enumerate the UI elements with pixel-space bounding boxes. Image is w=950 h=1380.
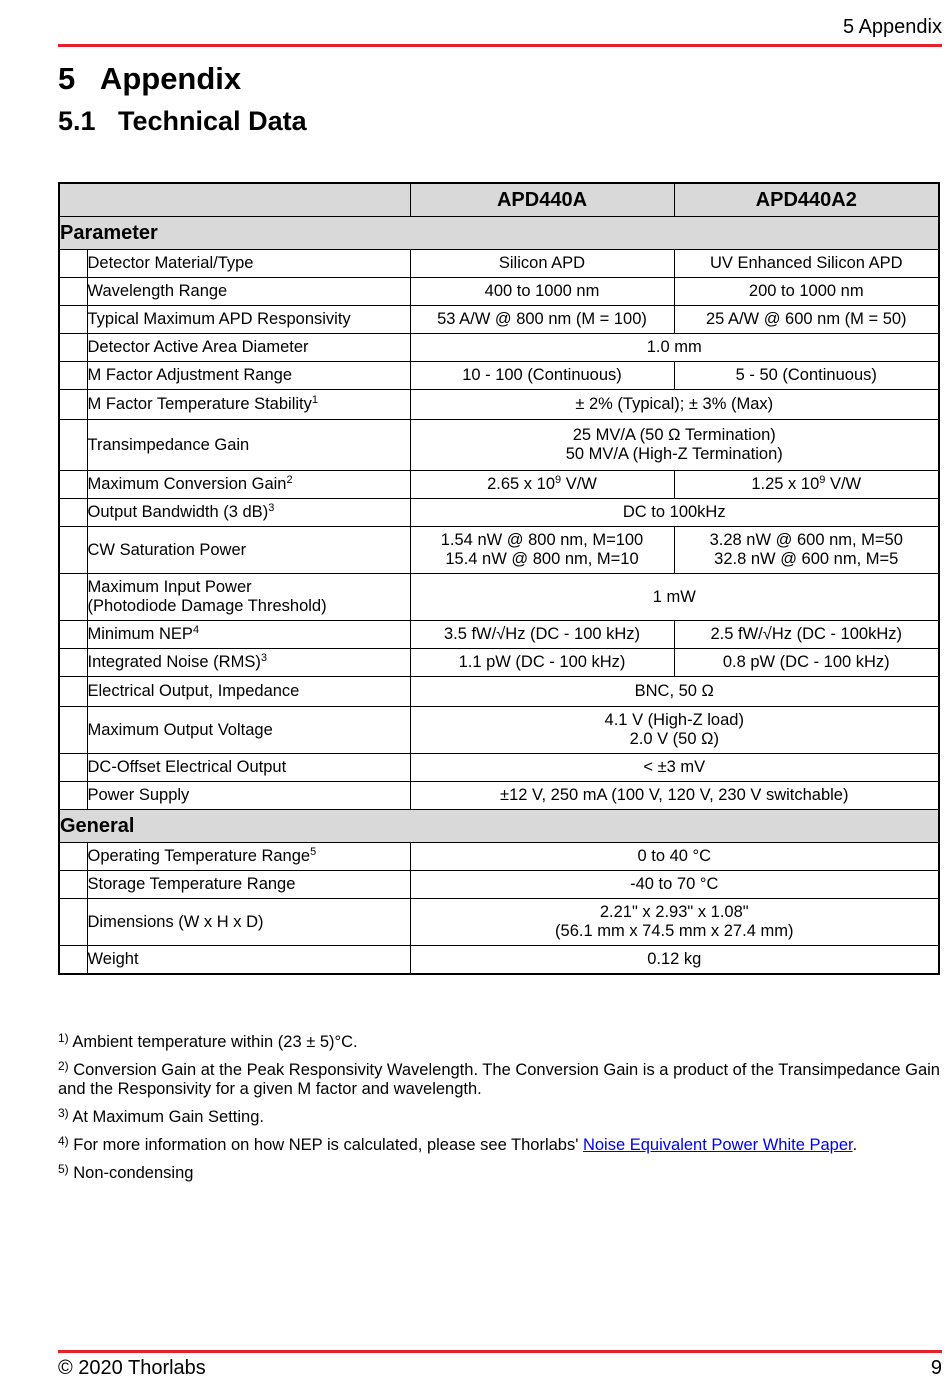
- table-row: [59, 250, 939, 278]
- footer-rule: [58, 1350, 942, 1353]
- param-label: Integrated Noise (RMS)$^3$: [87, 649, 410, 677]
- footnote-1: $^{1)}$ Ambient temperature within (23 ± 5)°C.: [58, 1031, 358, 1051]
- table-header-row: [59, 183, 939, 217]
- table-row: [59, 707, 939, 754]
- value-apd440a2: 5 - 50 (Continuous): [674, 362, 939, 390]
- value-apd440a2: 200 to 1000 nm: [674, 278, 939, 306]
- footnote-3: $^{3)}$ At Maximum Gain Setting.: [58, 1106, 264, 1126]
- table-row: [59, 946, 939, 975]
- param-label: Typical Maximum APD Responsivity: [87, 306, 410, 334]
- param-label: Maximum Input Power (Photodiode Damage Threshold): [87, 574, 410, 621]
- param-label: Transimpedance Gain: [87, 420, 410, 471]
- footnote-ref: 5: [310, 846, 317, 858]
- table-row: [59, 621, 939, 649]
- value-apd440a: Silicon APD: [410, 250, 674, 278]
- nep-white-paper-link[interactable]: Noise Equivalent Power White Paper: [582, 1136, 853, 1154]
- table-row: [59, 574, 939, 621]
- param-label: DC-Offset Electrical Output: [87, 754, 410, 782]
- table-row: [59, 677, 939, 707]
- param-label: CW Saturation Power: [87, 527, 410, 574]
- table-row: [59, 754, 939, 782]
- table-row: [59, 649, 939, 677]
- param-label: Maximum Conversion Gain$^2$: [87, 471, 410, 499]
- value-apd440a2: 1.25 x $10^9$ V/W: [674, 471, 939, 499]
- param-label: Wavelength Range: [87, 278, 410, 306]
- section-heading: 5.1 Technical Data: [58, 106, 307, 136]
- footnotes: [58, 1033, 942, 1192]
- footnote-4: $^{4)}$ For more information on how NEP is calculated, please see Thorlabs' Noise Equivalent Power White Paper.: [58, 1134, 858, 1154]
- value-both: -40 to 70 °C: [410, 871, 939, 899]
- table-row: [59, 527, 939, 574]
- value-both: 4.1 V (High-Z load) 2.0 V (50 Ω): [410, 707, 939, 754]
- value-apd440a: 2.65 x $10^9$ V/W: [410, 471, 674, 499]
- param-label: Output Bandwidth (3 dB)$^3$: [87, 499, 410, 527]
- param-label: Maximum Output Voltage: [87, 707, 410, 754]
- table-row: [59, 306, 939, 334]
- table-row: [59, 420, 939, 471]
- footnote-ref: 2: [286, 474, 293, 486]
- chapter-heading: 5 Appendix: [58, 61, 242, 96]
- column-header-apd440a2: APD440A2: [674, 183, 939, 217]
- footnote-ref: 3: [268, 502, 275, 514]
- value-apd440a2: UV Enhanced Silicon APD: [674, 250, 939, 278]
- param-label: Operating Temperature Range$^5$: [87, 843, 410, 871]
- param-label: Power Supply: [87, 782, 410, 810]
- table-row: [59, 334, 939, 362]
- section-parameter: Parameter: [59, 217, 939, 250]
- footnote-ref: 3: [260, 652, 267, 664]
- table-row: [59, 871, 939, 899]
- table-row: [59, 899, 939, 946]
- value-apd440a: 3.5 fW/√Hz (DC - 100 kHz): [410, 621, 674, 649]
- table-row: [59, 782, 939, 810]
- table-row: [59, 843, 939, 871]
- value-both: ± 2% (Typical); ± 3% (Max): [410, 390, 939, 420]
- value-apd440a2: 2.5 fW/√Hz (DC - 100kHz): [674, 621, 939, 649]
- param-label: Detector Active Area Diameter: [87, 334, 410, 362]
- table-row: [59, 278, 939, 306]
- value-both: 0.12 kg: [410, 946, 939, 975]
- param-label: M Factor Temperature Stability$^1$: [87, 390, 410, 420]
- param-label: M Factor Adjustment Range: [87, 362, 410, 390]
- footnote-ref: 1: [311, 394, 318, 406]
- section-general: General: [59, 810, 939, 843]
- value-both: DC to 100kHz: [410, 499, 939, 527]
- value-both: 2.21" x 2.93" x 1.08" (56.1 mm x 74.5 mm x 27.4 mm): [410, 899, 939, 946]
- value-both: < ±3 mV: [410, 754, 939, 782]
- value-apd440a: 1.54 nW @ 800 nm, M=100 15.4 nW @ 800 nm, M=10: [410, 527, 674, 574]
- header-rule: [58, 44, 942, 47]
- footnote-2: $^{2)}$ Conversion Gain at the Peak Responsivity Wavelength. The Conversion Gain is a product of the Transimpedance Gain and the Responsivity for a given M factor and wavelength.: [58, 1059, 940, 1098]
- value-apd440a: 1.1 pW (DC - 100 kHz): [410, 649, 674, 677]
- value-both: BNC, 50 Ω: [410, 677, 939, 707]
- value-both: 25 MV/A (50 Ω Termination) 50 MV/A (High-Z Termination): [410, 420, 939, 471]
- column-header-apd440a: APD440A: [410, 183, 674, 217]
- param-label: Weight: [87, 946, 410, 975]
- table-row: [59, 471, 939, 499]
- value-apd440a: 53 A/W @ 800 nm (M = 100): [410, 306, 674, 334]
- value-apd440a2: 3.28 nW @ 600 nm, M=50 32.8 nW @ 600 nm, M=5: [674, 527, 939, 574]
- param-label: Electrical Output, Impedance: [87, 677, 410, 707]
- value-both: 1.0 mm: [410, 334, 939, 362]
- value-both: 1 mW: [410, 574, 939, 621]
- footnote-ref: 4: [192, 624, 200, 636]
- footnote-5: $^{5)}$ Non-condensing: [58, 1162, 194, 1182]
- header-blank-cell: [59, 183, 410, 217]
- technical-data-table: [58, 182, 940, 975]
- value-both: 0 to 40 °C: [410, 843, 939, 871]
- table-row: [59, 390, 939, 420]
- table-row: [59, 499, 939, 527]
- param-label: Dimensions (W x H x D): [87, 899, 410, 946]
- param-label: Detector Material/Type: [87, 250, 410, 278]
- value-apd440a: 400 to 1000 nm: [410, 278, 674, 306]
- value-apd440a2: 0.8 pW (DC - 100 kHz): [674, 649, 939, 677]
- value-apd440a: 10 - 100 (Continuous): [410, 362, 674, 390]
- param-label: Minimum NEP$^4$: [87, 621, 410, 649]
- copyright: © 2020 Thorlabs: [58, 1357, 206, 1379]
- page-number: 9: [930, 1357, 942, 1379]
- running-header: 5 Appendix: [843, 16, 942, 38]
- value-apd440a2: 25 A/W @ 600 nm (M = 50): [674, 306, 939, 334]
- value-both: ±12 V, 250 mA (100 V, 120 V, 230 V switchable): [410, 782, 939, 810]
- table-row: [59, 362, 939, 390]
- param-label: Storage Temperature Range: [87, 871, 410, 899]
